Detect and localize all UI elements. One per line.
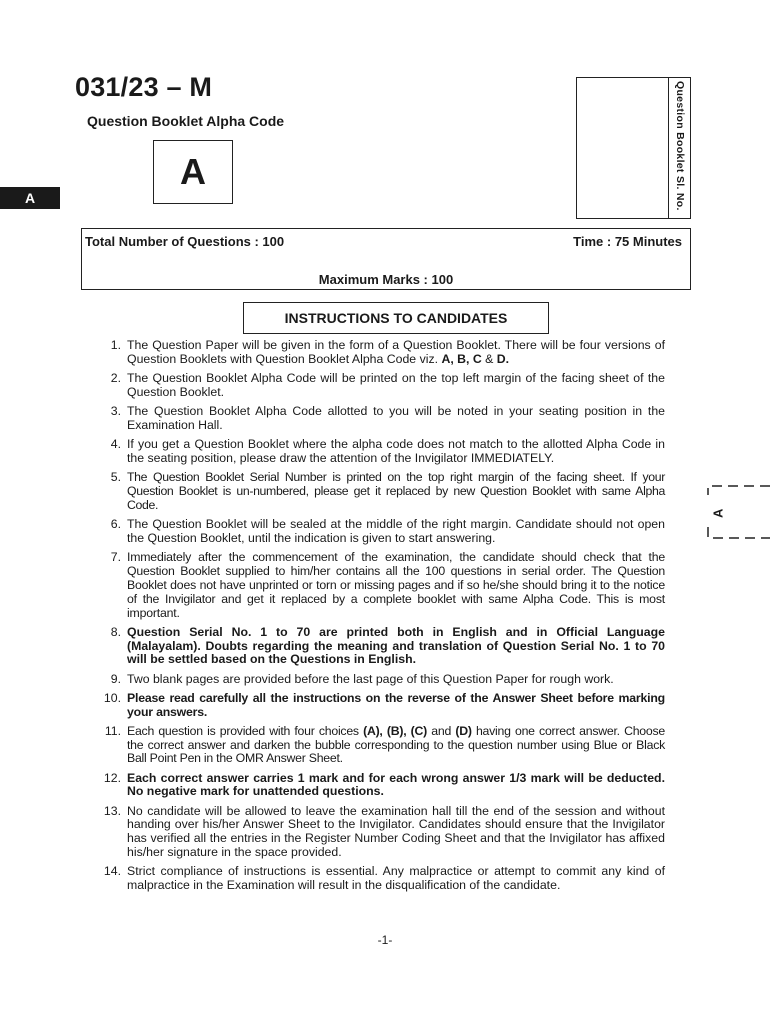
instruction-number: 10. xyxy=(103,690,121,705)
instruction-text: Immediately after the commencement of the examination, the candidate should check that the Question Booklet supplied to him/her contains all the 100 questions in serial order. The Question Booklet does not have unprinted or torn or missing pages and if so he/she should bring it to the notice of the Invigilator and get it replaced by a complete booklet with same Alpha Code. This is most important. xyxy=(127,549,665,620)
instruction-number: 5. xyxy=(110,470,121,484)
instruction-item xyxy=(90,772,665,800)
instruction-text: Question Serial No. 1 to 70 are printed both in English and in Official Language (Malayalam). Doubts regarding the meaning and translation of Question Serial No. 1 to 70 will be settled based on the Questions in English. xyxy=(127,624,665,667)
instruction-number: 6. xyxy=(110,516,121,531)
instruction-item xyxy=(90,551,665,621)
instruction-item xyxy=(90,692,665,720)
left-margin-tab: A xyxy=(0,187,60,209)
alpha-code-box: A xyxy=(153,140,233,204)
instruction-text: Strict compliance of instructions is essential. Any malpractice or attempt to commit any kind of malpractice in the Examination will result in the disqualification of the candidate. xyxy=(127,864,665,893)
serial-box-divider xyxy=(668,78,669,218)
instruction-text: The Question Booklet Serial Number is printed on the top right margin of the facing sheet. If your Question Booklet is un-numbered, please get it replaced by new Question Booklet with same Alpha Code. xyxy=(127,470,665,512)
instruction-number: 12. xyxy=(103,770,121,785)
instruction-text: If you get a Question Booklet where the alpha code does not match to the allotted Alpha Code in the seating position, please draw the attention of the Invigilator IMMEDIATELY. xyxy=(127,437,665,465)
instructions-list xyxy=(90,339,665,898)
instruction-number: 4. xyxy=(110,437,121,451)
instruction-item xyxy=(90,372,665,400)
alpha-code-label: Question Booklet Alpha Code xyxy=(87,113,285,129)
instruction-item xyxy=(90,405,665,433)
seal-mark-letter: A xyxy=(710,508,726,518)
instruction-number: 9. xyxy=(110,671,121,686)
instruction-text: The Question Booklet Alpha Code will be printed on the top left margin of the facing sheet of the Question Booklet. xyxy=(127,371,665,399)
total-questions: Total Number of Questions : 100 xyxy=(85,234,285,249)
serial-number-box xyxy=(576,77,691,219)
instruction-text: Please read carefully all the instructions on the reverse of the Answer Sheet before marking your answers. xyxy=(127,690,665,719)
instruction-number: 3. xyxy=(110,404,121,418)
instruction-text: The Question Booklet will be sealed at the middle of the right margin. Candidate should not open the Question Booklet, until the indication is given to start answering. xyxy=(127,516,665,545)
instruction-text: The Question Paper will be given in the form of a Question Booklet. There will be four versions of Question Booklets with Question Booklet Alpha Code viz. A, B, C & D. xyxy=(127,338,665,366)
instruction-item xyxy=(90,438,665,466)
exam-time: Time : 75 Minutes xyxy=(573,234,682,249)
instruction-item xyxy=(90,865,665,893)
instruction-number: 11. xyxy=(104,723,121,738)
exam-info-box xyxy=(81,228,691,290)
instruction-number: 8. xyxy=(110,624,121,639)
paper-code-title: 031/23 – M xyxy=(75,72,213,102)
instruction-number: 2. xyxy=(110,371,121,385)
instruction-item xyxy=(90,725,665,767)
instruction-text: Two blank pages are provided before the last page of this Question Paper for rough work. xyxy=(127,671,614,686)
instruction-item xyxy=(90,673,665,687)
instruction-text: No candidate will be allowed to leave the examination hall till the end of the session and without handing over his/her Answer Sheet to the Invigilator. Candidates should ensure that the Invigilator has verified all the entries in the Register Number Coding Sheet and that the Invigilator has affixed his/her signature in the space provided. xyxy=(127,803,665,860)
instruction-text: The Question Booklet Alpha Code allotted to you will be noted in your seating position in the Examination Hall. xyxy=(127,404,665,432)
instruction-text: Each correct answer carries 1 mark and for each wrong answer 1/3 mark will be deducted. No negative mark for unattended questions. xyxy=(127,770,665,799)
instruction-number: 14. xyxy=(103,864,121,879)
instruction-item xyxy=(90,339,665,367)
instruction-number: 1. xyxy=(110,338,121,352)
instruction-item xyxy=(90,626,665,668)
instruction-number: 7. xyxy=(110,549,121,564)
instruction-item xyxy=(90,471,665,513)
serial-number-label: Question Booklet Sl. No. xyxy=(674,81,686,211)
page-number: -1- xyxy=(377,933,393,947)
instruction-item xyxy=(90,518,665,546)
instruction-text: Each question is provided with four choices (A), (B), (C) and (D) having one correct answer. Choose the correct answer and darken the bubble corresponding to the question number using Blue or Black Ball Point Pen in the OMR Answer Sheet. xyxy=(127,723,665,766)
instructions-heading: INSTRUCTIONS TO CANDIDATES xyxy=(243,302,549,334)
maximum-marks: Maximum Marks : 100 xyxy=(318,272,454,287)
instruction-item xyxy=(90,805,665,861)
instruction-number: 13. xyxy=(103,803,121,818)
